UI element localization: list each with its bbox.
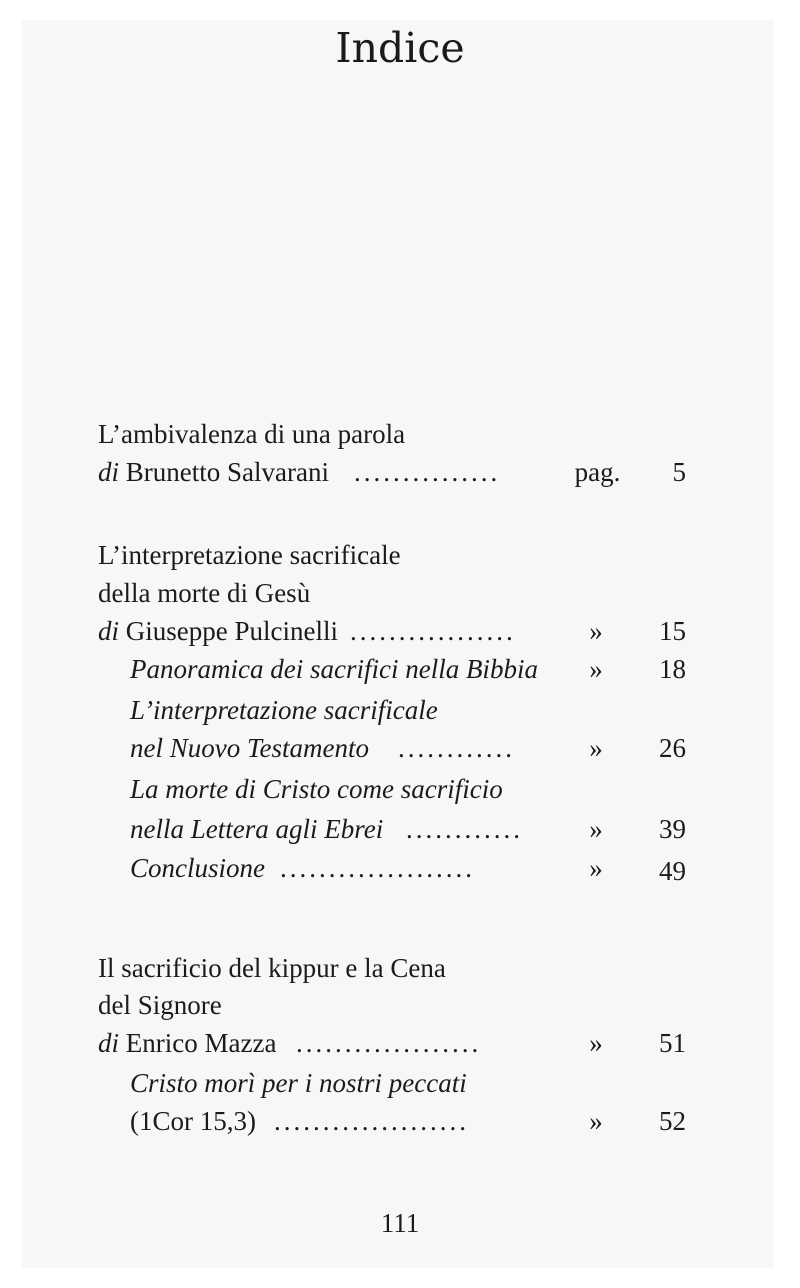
dot-leader: ............ [398, 733, 515, 763]
page-marker: pag. [574, 457, 621, 487]
subsection-row: nella Lettera agli Ebrei ............ [130, 811, 558, 847]
dot-leader: .................... [274, 1106, 469, 1136]
subsection-row: (1Cor 15,3) .................... [130, 1103, 558, 1139]
page-marker: » [589, 814, 603, 844]
folio-page-number: 111 [380, 1208, 420, 1238]
page-marker: » [589, 1106, 603, 1136]
page-number: 26 [659, 733, 686, 763]
author-prefix: di [98, 1028, 120, 1058]
page-marker: » [589, 853, 603, 883]
author-prefix: di [98, 616, 120, 646]
page-number: 18 [659, 654, 686, 684]
dot-leader: .................... [280, 853, 475, 883]
subsection-row: Conclusione .................... [130, 850, 558, 886]
page-number: 39 [659, 814, 686, 844]
page-marker: » [589, 1028, 603, 1058]
author-name: Giuseppe Pulcinelli [125, 616, 338, 646]
page-number: 51 [659, 1028, 686, 1058]
page-title: Indice [335, 24, 465, 72]
author-name: Enrico Mazza [125, 1028, 277, 1058]
entry-author-row [98, 1025, 558, 1061]
page-number: 15 [659, 616, 686, 646]
page-marker: » [589, 733, 603, 763]
author-name: Brunetto Salvarani [125, 457, 329, 487]
entry-author-row [98, 454, 558, 490]
dot-leader: ............ [406, 814, 523, 844]
page-marker: » [589, 616, 603, 646]
author-prefix: di [98, 457, 120, 487]
dot-leader: ................. [350, 616, 516, 646]
dot-leader: ............... [354, 457, 501, 487]
page-number: 52 [659, 1106, 686, 1136]
page-number: 49 [659, 856, 686, 886]
page-number: 5 [672, 457, 686, 487]
entry-author-row [98, 613, 558, 649]
dot-leader: ................... [296, 1028, 482, 1058]
page-marker: » [589, 654, 603, 684]
subsection-row: nel Nuovo Testamento ............ [130, 730, 558, 766]
